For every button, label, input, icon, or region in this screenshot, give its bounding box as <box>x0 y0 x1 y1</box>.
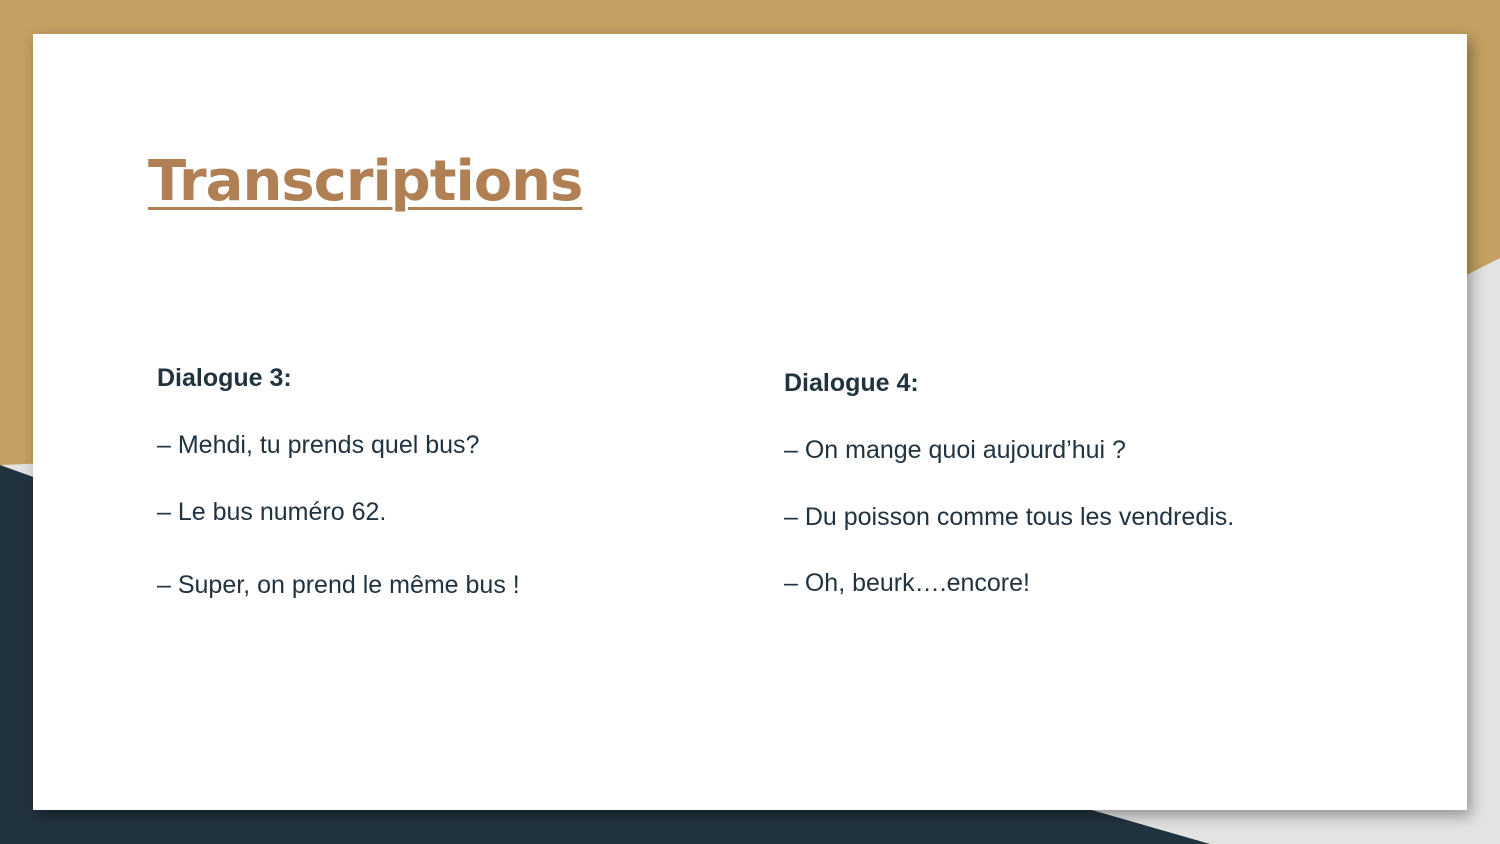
dialogue-3-line-2: – Le bus numéro 62. <box>157 498 387 526</box>
slide-card <box>33 34 1467 810</box>
dialogue-4-line-3: – Oh, beurk….encore! <box>784 569 1030 597</box>
dialogue-3-line-1: – Mehdi, tu prends quel bus? <box>157 431 480 459</box>
slide-title: Transcriptions <box>148 149 583 214</box>
dialogue-4-heading: Dialogue 4: <box>784 369 919 397</box>
dialogue-3-line-3: – Super, on prend le même bus ! <box>157 571 520 599</box>
dialogue-3-heading: Dialogue 3: <box>157 364 292 392</box>
dialogue-4-line-1: – On mange quoi aujourd’hui ? <box>784 436 1126 464</box>
dialogue-4-line-2: – Du poisson comme tous les vendredis. <box>784 503 1235 531</box>
